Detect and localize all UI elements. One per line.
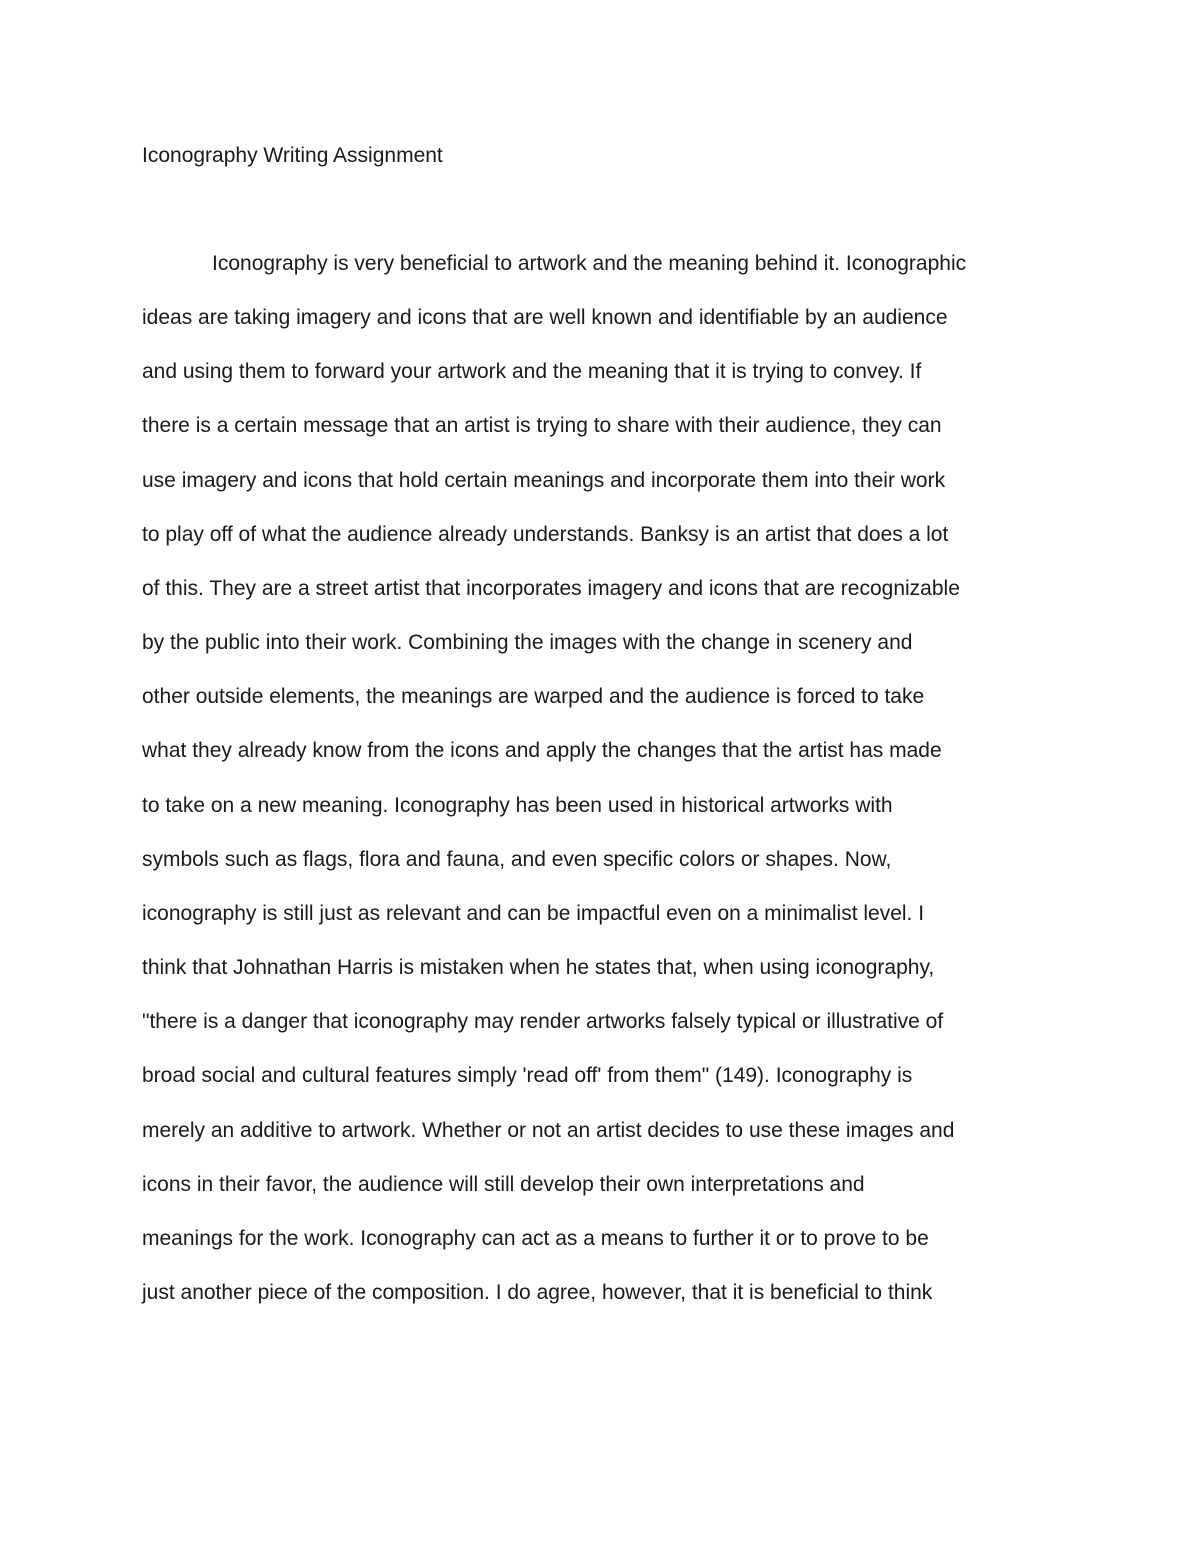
paragraph-line: of this. They are a street artist that incorporates imagery and icons that are recognizable (142, 577, 960, 600)
paragraph-line: to take on a new meaning. Iconography has been used in historical artworks with (142, 794, 893, 817)
paragraph-line: meanings for the work. Iconography can act as a means to further it or to prove to be (142, 1227, 929, 1250)
paragraph-line: merely an additive to artwork. Whether or not an artist decides to use these images and (142, 1119, 955, 1142)
paragraph-line: by the public into their work. Combining the images with the change in scenery and (142, 631, 913, 654)
paragraph-line: symbols such as flags, flora and fauna, and even specific colors or shapes. Now, (142, 848, 892, 871)
paragraph-line: and using them to forward your artwork and the meaning that it is trying to convey. If (142, 360, 922, 383)
paragraph-line: there is a certain message that an artist is trying to share with their audience, they can (142, 414, 942, 437)
paragraph-line: iconography is still just as relevant and can be impactful even on a minimalist level. I (142, 902, 925, 925)
paragraph-line: Iconography is very beneficial to artwork and the meaning behind it. Iconographic (212, 252, 967, 275)
paragraph-line: "there is a danger that iconography may render artworks falsely typical or illustrative of (142, 1010, 944, 1033)
document-title: Iconography Writing Assignment (142, 144, 443, 167)
paragraph-line: other outside elements, the meanings are warped and the audience is forced to take (142, 685, 925, 708)
paragraph-line: ideas are taking imagery and icons that are well known and identifiable by an audience (142, 306, 948, 329)
paragraph-line: use imagery and icons that hold certain meanings and incorporate them into their work (142, 469, 946, 492)
paragraph-line: broad social and cultural features simply 'read off' from them" (149). Iconography is (142, 1064, 913, 1087)
paragraph-line: icons in their favor, the audience will still develop their own interpretations and (142, 1173, 865, 1196)
paragraph-line: just another piece of the composition. I do agree, however, that it is beneficial to think (142, 1281, 933, 1304)
paragraph-line: what they already know from the icons and apply the changes that the artist has made (142, 739, 942, 762)
paragraph-line: to play off of what the audience already understands. Banksy is an artist that does a lot (142, 523, 949, 546)
paragraph-line: think that Johnathan Harris is mistaken when he states that, when using iconography, (142, 956, 935, 979)
